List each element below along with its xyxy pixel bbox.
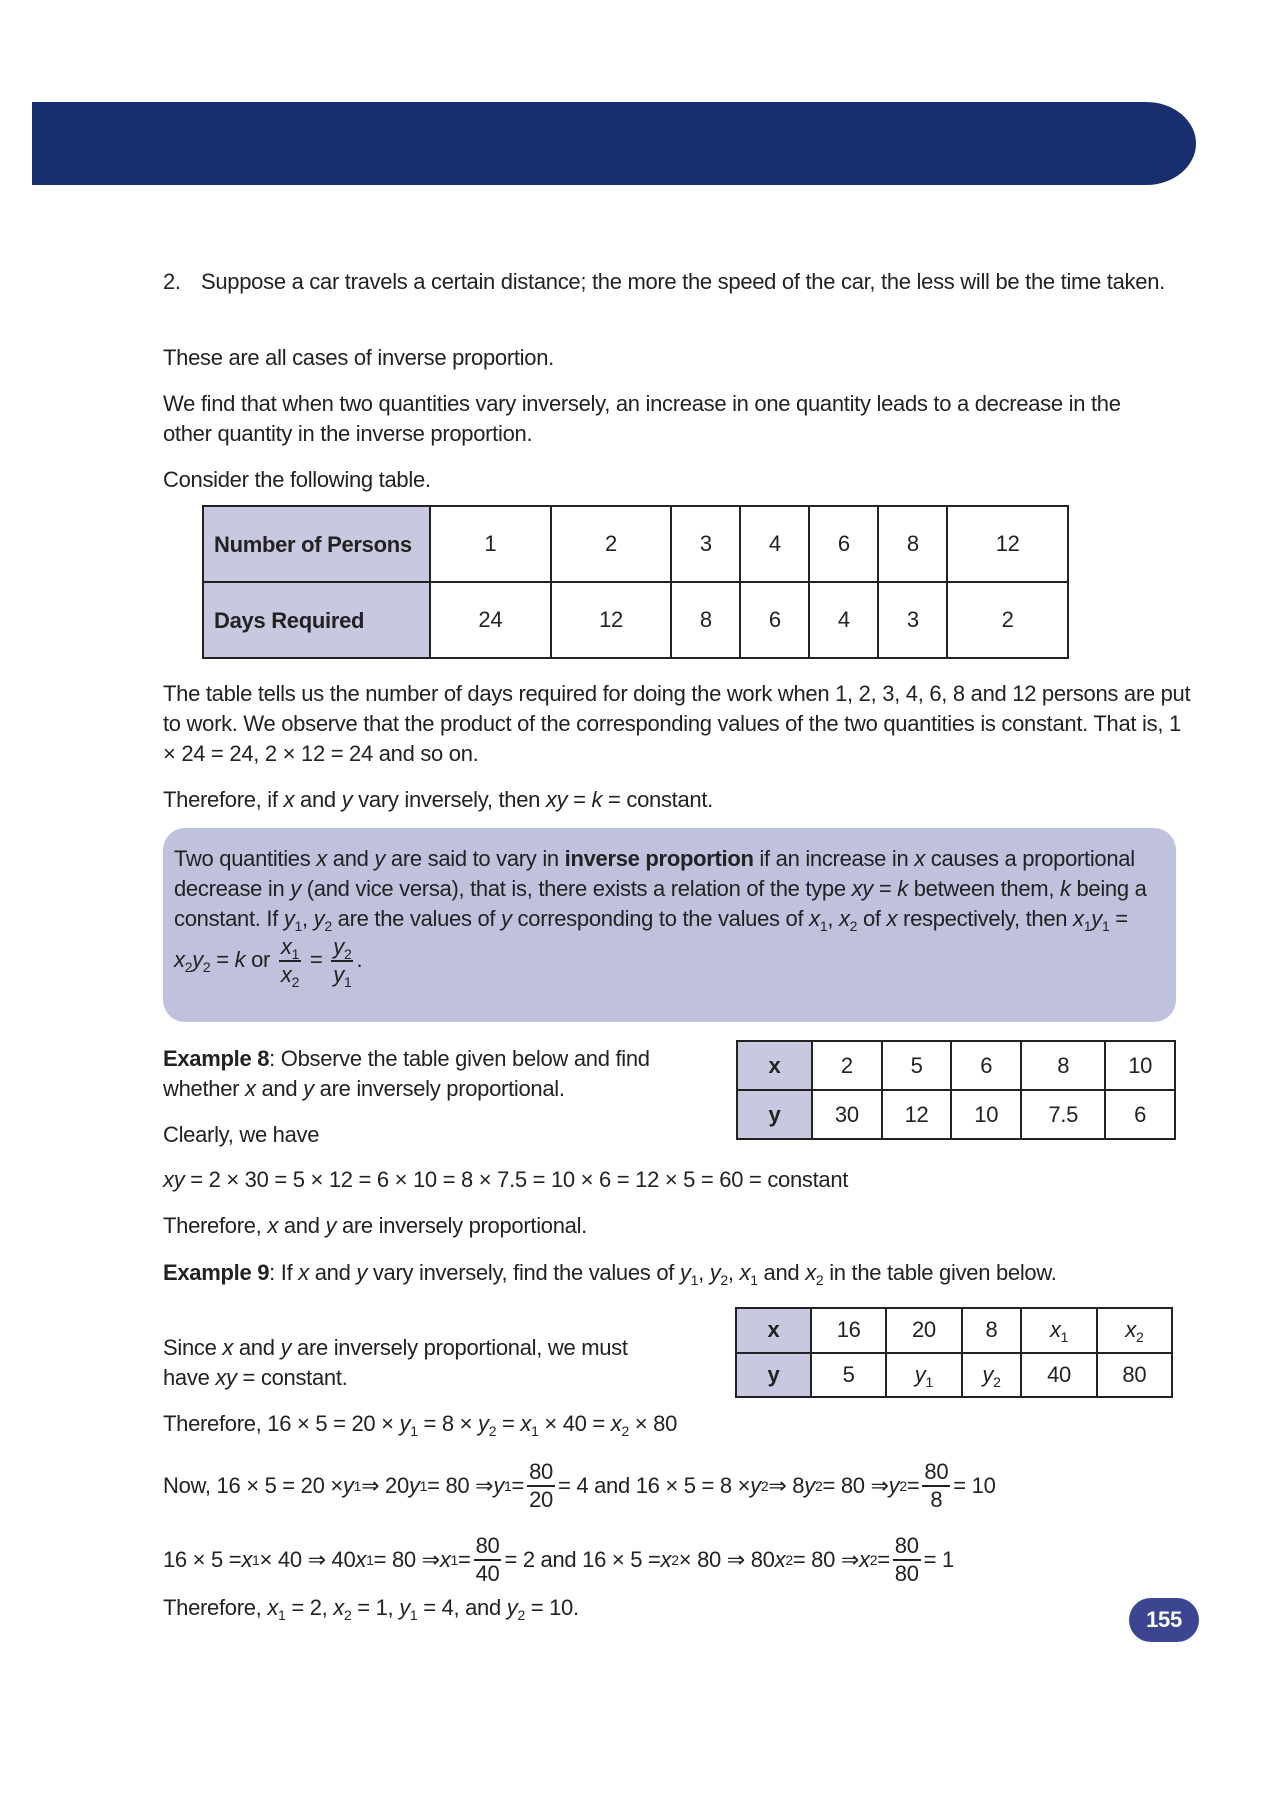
table-cell	[430, 506, 551, 582]
table-cell	[671, 506, 740, 582]
text-run: being a constant. If	[174, 876, 1147, 931]
table-cell	[886, 1353, 961, 1398]
text-run: Therefore, 16 × 5 = 20 ×	[163, 1411, 400, 1436]
text-run: 7.5	[1048, 1101, 1079, 1127]
math-variable: x	[859, 1547, 870, 1572]
table-cell	[882, 1041, 952, 1090]
subscript: 2	[488, 1423, 497, 1439]
chapter-header-banner	[32, 102, 1196, 185]
math-variable: x	[280, 962, 292, 987]
text-run: or	[245, 946, 276, 972]
text-run: 80	[1122, 1361, 1147, 1387]
table-cell	[811, 1308, 886, 1353]
row-header: y	[736, 1353, 811, 1398]
text-run: Since	[163, 1335, 223, 1360]
example8-conclusion	[163, 1211, 1183, 1241]
math-variable: y	[804, 1473, 815, 1498]
math-variable: x	[805, 1260, 816, 1285]
text-run: and	[757, 1260, 806, 1285]
subscript: 1	[819, 918, 828, 934]
subscript: 1	[750, 1272, 758, 1288]
text-run: 8	[930, 1487, 943, 1512]
table-cell	[882, 1090, 952, 1139]
text-run: 16 × 5 =	[163, 1547, 242, 1572]
math-variable: x	[355, 1547, 367, 1572]
table-cell	[551, 582, 672, 658]
text-run: 40	[1047, 1361, 1071, 1387]
text-run: =	[1109, 906, 1128, 931]
text-run: 6	[1134, 1101, 1147, 1127]
definition-text	[174, 844, 1164, 988]
math-variable: x	[267, 1595, 279, 1620]
text-run: 12	[995, 531, 1020, 556]
numerator	[474, 1533, 502, 1561]
math-variable: y	[313, 906, 325, 931]
text-run: : If	[269, 1260, 299, 1285]
persons-days-table	[202, 505, 1069, 659]
example8-equation	[163, 1165, 1183, 1195]
text-run: = 10.	[524, 1595, 579, 1620]
row-header: Days Required	[203, 582, 430, 658]
table-row	[203, 582, 1068, 658]
subscript: 2	[993, 1373, 1001, 1390]
text-run: = 8 ×	[417, 1411, 478, 1436]
text-run: 20	[529, 1487, 553, 1512]
text-run: 2	[1001, 607, 1014, 632]
example9-line2: Now, 16 × 5 = 20 × y 1 ⇒ 20 y 1 = 80 ⇒ y 1 = $\frac{80}{20}$ = 4 and 16 × 5 = 8 × y 2 ⇒ 8 y 2 = 80 ⇒ y 2 = $\frac{80}{8}$ = 10	[163, 1459, 996, 1512]
example9-statement	[163, 1258, 1153, 1288]
math-variable: x	[316, 846, 327, 871]
numerator	[331, 934, 353, 962]
text-run: vary inversely, then	[352, 787, 546, 812]
math-variable: x	[241, 1547, 253, 1572]
text-run: are the values of	[331, 906, 502, 931]
table-cell	[1105, 1090, 1175, 1139]
text-run: = 80 ⇒	[373, 1547, 440, 1572]
math-variable: x	[283, 787, 295, 812]
text-run: are inversely proportional.	[336, 1213, 587, 1238]
text-run: 40	[475, 1561, 500, 1586]
math-variable: xy	[163, 1167, 185, 1192]
math-variable: k	[591, 787, 603, 812]
text-run: =	[511, 1473, 525, 1498]
row-header: y	[737, 1090, 812, 1139]
numerator	[922, 1459, 950, 1487]
math-variable: x	[174, 946, 185, 972]
math-variable: x	[267, 1213, 279, 1238]
math-variable: y	[982, 1361, 994, 1387]
denominator	[529, 1487, 553, 1513]
math-variable: x	[739, 1260, 751, 1285]
text-run: = 80 ⇒	[792, 1547, 859, 1572]
math-variable: k	[234, 946, 246, 972]
text-run: =	[304, 946, 329, 972]
math-variable: x	[838, 906, 850, 931]
subscript: 2	[621, 1423, 629, 1439]
text-run: = 10	[953, 1473, 996, 1498]
text-run: 5	[910, 1052, 923, 1078]
text-run: = 2 × 30 = 5 × 12 = 6 × 10 = 8 × 7.5 = 10 × 6 = 12 × 5 = 60 = constant	[184, 1167, 849, 1192]
text-run: 3	[699, 531, 712, 556]
text-run: if an increase in	[753, 846, 915, 871]
text-run: in the table given below.	[823, 1260, 1057, 1285]
math-variable: y	[342, 1473, 354, 1498]
table-cell	[671, 582, 740, 658]
math-variable: y	[493, 1473, 505, 1498]
table-cell	[551, 506, 672, 582]
text-run: 2	[840, 1052, 853, 1078]
math-variable: y	[283, 906, 295, 931]
subscript: 2	[184, 958, 193, 975]
example9-answer	[163, 1593, 1183, 1623]
row-header: Number of Persons	[203, 506, 430, 582]
subscript: 2	[343, 946, 352, 962]
text-run: and	[233, 1335, 281, 1360]
text-run: : Observe the table given below and find whether	[163, 1046, 650, 1101]
math-variable: x	[809, 906, 820, 931]
text-run: ,	[827, 906, 839, 931]
text-run: causes a proportional decrease in	[174, 846, 1135, 901]
text-run: are inversely proportional, we must have	[163, 1335, 628, 1390]
math-variable: x	[222, 1335, 234, 1360]
text-run: 8	[985, 1317, 998, 1343]
example8-table	[736, 1040, 1176, 1140]
math-variable: x	[244, 1076, 256, 1101]
example9-table	[735, 1307, 1173, 1398]
math-variable: x	[1049, 1317, 1061, 1343]
text-run: = 1	[923, 1547, 954, 1572]
text-run: 30	[834, 1101, 859, 1127]
subscript: 1	[294, 918, 303, 934]
text-run: 6	[837, 531, 850, 556]
math-variable: y	[888, 1473, 900, 1498]
paragraph-therefore	[163, 785, 1183, 815]
example9-since	[163, 1333, 633, 1393]
subscript: 1	[1060, 1329, 1069, 1346]
text-run: between them,	[907, 876, 1060, 901]
text-run: 12	[599, 607, 623, 632]
table-cell	[951, 1041, 1021, 1090]
text-run: .	[356, 946, 363, 972]
text-run: 6	[980, 1052, 993, 1078]
text-run: =	[877, 1547, 890, 1572]
paragraph-consider: Consider the following table.	[163, 467, 431, 492]
denominator	[930, 1487, 942, 1513]
text-run: 16	[836, 1317, 861, 1343]
text-run: (and vice versa), that is, there exists a relation of the type	[300, 876, 852, 901]
math-variable: y	[325, 1213, 337, 1238]
text-run: × 40 ⇒ 40	[259, 1547, 356, 1572]
denominator	[281, 962, 299, 988]
page-number-badge: 155	[1129, 1598, 1199, 1642]
example8-statement	[163, 1044, 708, 1104]
fraction	[279, 934, 301, 988]
math-variable: x	[660, 1547, 672, 1572]
math-variable: x	[298, 1260, 309, 1285]
math-variable: y	[408, 1473, 420, 1498]
bold-text: Example 9	[163, 1260, 270, 1285]
math-variable: x	[520, 1411, 532, 1436]
text-run: 6	[768, 607, 781, 632]
subscript: 1	[291, 946, 300, 962]
subscript: 2	[343, 1607, 352, 1623]
row-header: x	[737, 1041, 812, 1090]
table-cell	[812, 1041, 882, 1090]
paragraph-table-explanation: The table tells us the number of days required for doing the work when 1, 2, 3, 4, 6, 8 and 12 persons are put to work. We observe that the product of the corresponding values of the two quantities is constant. That is, 1 × 24 = 24, 2 × 12 = 24 and so on.	[163, 681, 1191, 766]
math-variable: x	[774, 1547, 786, 1572]
table-cell	[740, 582, 809, 658]
table-cell	[878, 582, 947, 658]
fraction	[527, 1459, 555, 1513]
math-variable: y	[333, 962, 344, 987]
text-run: 8	[1057, 1052, 1070, 1078]
text-run: 80	[475, 1533, 500, 1558]
table-cell	[430, 582, 551, 658]
numerator	[279, 934, 301, 962]
math-variable: y	[192, 946, 203, 972]
text-run: ,	[698, 1260, 710, 1285]
text-run: and	[308, 1260, 357, 1285]
denominator	[895, 1561, 919, 1587]
math-variable: k	[897, 876, 908, 901]
numerator	[527, 1459, 555, 1487]
text-run: 4	[768, 531, 781, 556]
table-cell	[1097, 1308, 1172, 1353]
list-item-text: Suppose a car travels a certain distance; the more the speed of the car, the less will be the time taken.	[201, 269, 1165, 294]
text-run: =	[873, 876, 898, 901]
subscript: 2	[720, 1272, 728, 1288]
text-run: 20	[911, 1317, 936, 1343]
text-run: 2	[605, 531, 617, 556]
subscript: 2	[815, 1272, 824, 1288]
table-cell	[947, 582, 1068, 658]
math-variable: y	[709, 1260, 721, 1285]
math-variable: x	[439, 1547, 451, 1572]
bold-text: Example 8	[163, 1046, 270, 1071]
text-run: 12	[904, 1101, 929, 1127]
math-variable: y	[290, 876, 301, 901]
subscript: 2	[324, 918, 332, 934]
subscript: 1	[410, 1423, 418, 1439]
math-variable: xy	[851, 876, 874, 901]
math-variable: y	[506, 1595, 518, 1620]
list-number: 2.	[163, 269, 181, 294]
math-variable: x	[280, 934, 292, 959]
table-cell	[1097, 1353, 1172, 1398]
text-run: ⇒ 8	[768, 1473, 805, 1498]
table-row	[736, 1308, 1172, 1353]
math-variable: xy	[215, 1365, 237, 1390]
subscript: 1	[925, 1373, 933, 1390]
math-variable: x	[1125, 1317, 1136, 1343]
table-row	[737, 1041, 1175, 1090]
text-run: × 80	[629, 1411, 678, 1436]
definition-box	[163, 828, 1176, 1022]
text-run: = 80 ⇒	[427, 1473, 494, 1498]
text-run: × 40 =	[538, 1411, 611, 1436]
table-row	[203, 506, 1068, 582]
text-run: ,	[302, 906, 314, 931]
table-cell	[1021, 1353, 1096, 1398]
text-run: are said to vary in	[385, 846, 565, 871]
table-cell	[1021, 1308, 1096, 1353]
table-cell	[811, 1353, 886, 1398]
table-row	[737, 1090, 1175, 1139]
table-cell	[886, 1308, 961, 1353]
subscript: 1	[531, 1423, 539, 1439]
list-item-2	[163, 267, 1183, 297]
row-header: x	[736, 1308, 811, 1353]
subscript: 2	[291, 974, 300, 990]
fraction	[331, 934, 353, 988]
table-cell	[809, 582, 878, 658]
table-cell	[1021, 1090, 1105, 1139]
text-run: = 80 ⇒	[822, 1473, 889, 1498]
math-variable: x	[914, 846, 925, 871]
text-run: =	[496, 1411, 521, 1436]
text-run: 80	[529, 1459, 553, 1484]
text-run: = 4, and	[417, 1595, 507, 1620]
math-variable: y	[303, 1076, 314, 1101]
subscript: 1	[1101, 918, 1110, 934]
text-run: =	[906, 1473, 920, 1498]
math-variable: y	[477, 1411, 489, 1436]
text-run: are inversely proportional.	[313, 1076, 565, 1101]
text-run: Therefore,	[163, 1595, 268, 1620]
math-variable: y	[399, 1595, 410, 1620]
subscript: 1	[1083, 918, 1092, 934]
text-run: vary inversely, find the values of	[367, 1260, 680, 1285]
math-variable: x	[886, 906, 898, 931]
text-run: and	[326, 846, 375, 871]
denominator	[476, 1561, 500, 1587]
text-run: 10	[974, 1101, 999, 1127]
example9-line3: 16 × 5 = x 1 × 40 ⇒ 40 x 1 = 80 ⇒ x 1 = $\frac{80}{40}$ = 2 and 16 × 5 = x 2 × 80 ⇒ 80 x 2 = 80 ⇒ x 2 = $\frac{80}{80}$ = 1	[163, 1533, 954, 1586]
text-run: 24	[478, 607, 503, 632]
table-row	[736, 1353, 1172, 1398]
math-variable: x	[1073, 906, 1084, 931]
text-run: 10	[1128, 1052, 1153, 1078]
math-variable: x	[333, 1595, 344, 1620]
math-variable: y	[501, 906, 512, 931]
table-cell	[947, 506, 1068, 582]
text-run: 80	[894, 1561, 919, 1586]
subscript: 2	[849, 918, 858, 934]
table-cell	[951, 1090, 1021, 1139]
subscript: 1	[690, 1272, 699, 1288]
text-run: Therefore,	[163, 1213, 268, 1238]
table-cell	[878, 506, 947, 582]
text-run: 5	[842, 1361, 855, 1387]
text-run: 8	[699, 607, 712, 632]
bold-text: inverse proportion	[564, 846, 754, 871]
subscript: 1	[343, 974, 352, 990]
math-variable: y	[1091, 906, 1102, 931]
text-run: Two quantities	[174, 846, 317, 871]
table-cell	[812, 1090, 882, 1139]
text-run: × 80 ⇒ 80	[678, 1547, 775, 1572]
table-cell	[740, 506, 809, 582]
math-variable: y	[341, 787, 353, 812]
table-cell	[962, 1353, 1022, 1398]
text-run: corresponding to the values of	[511, 906, 810, 931]
subscript: 1	[409, 1607, 418, 1623]
text-run: and	[294, 787, 342, 812]
text-run: = constant.	[602, 787, 713, 812]
text-run: ⇒ 20	[361, 1473, 409, 1498]
numerator	[893, 1533, 921, 1561]
subscript: 2	[517, 1607, 525, 1623]
table-cell	[962, 1308, 1022, 1353]
fraction	[922, 1459, 950, 1513]
text-run: 80	[894, 1533, 919, 1558]
text-run: 4	[837, 607, 850, 632]
text-run: ,	[727, 1260, 740, 1285]
text-run: = 4 and 16 × 5 = 8 ×	[557, 1473, 751, 1498]
text-run: = 2 and 16 × 5 =	[504, 1547, 661, 1572]
text-run: Therefore, if	[163, 787, 284, 812]
math-variable: x	[610, 1411, 622, 1436]
math-variable: y	[399, 1411, 411, 1436]
text-run: =	[210, 946, 235, 972]
math-variable: y	[280, 1335, 292, 1360]
text-run: 3	[906, 607, 919, 632]
fraction	[893, 1533, 921, 1587]
table-cell	[1105, 1041, 1175, 1090]
table-cell	[809, 506, 878, 582]
text-run: Now, 16 × 5 = 20 ×	[163, 1473, 343, 1498]
math-variable: y	[914, 1361, 926, 1387]
math-variable: y	[750, 1473, 761, 1498]
math-variable: y	[679, 1260, 691, 1285]
example9-line1	[163, 1409, 1183, 1439]
text-run: respectively, then	[897, 906, 1074, 931]
math-variable: k	[1059, 876, 1071, 901]
denominator	[333, 962, 351, 988]
math-variable: xy	[545, 787, 568, 812]
text-run: =	[567, 787, 592, 812]
example8-clearly: Clearly, we have	[163, 1122, 320, 1147]
paragraph-find: We find that when two quantities vary inversely, an increase in one quantity leads to a decrease in the other quantity in the inverse proportion.	[163, 391, 1121, 446]
text-run: and	[278, 1213, 326, 1238]
text-run: = constant.	[236, 1365, 348, 1390]
math-variable: y	[333, 934, 344, 959]
text-run: =	[458, 1547, 471, 1572]
table-cell	[1021, 1041, 1105, 1090]
subscript: 1	[278, 1607, 286, 1623]
text-run: 1	[484, 531, 497, 556]
text-run: 8	[906, 531, 919, 556]
math-variable: y	[356, 1260, 368, 1285]
math-variable: y	[374, 846, 386, 871]
text-run: 80	[924, 1459, 949, 1484]
fraction	[474, 1533, 502, 1587]
text-run: and	[255, 1076, 304, 1101]
subscript: 2	[1135, 1329, 1144, 1346]
text-run: of	[857, 906, 887, 931]
paragraph-cases: These are all cases of inverse proportion.	[163, 345, 554, 370]
text-run: = 1,	[351, 1595, 400, 1620]
subscript: 2	[202, 958, 211, 975]
text-run: = 2,	[285, 1595, 334, 1620]
